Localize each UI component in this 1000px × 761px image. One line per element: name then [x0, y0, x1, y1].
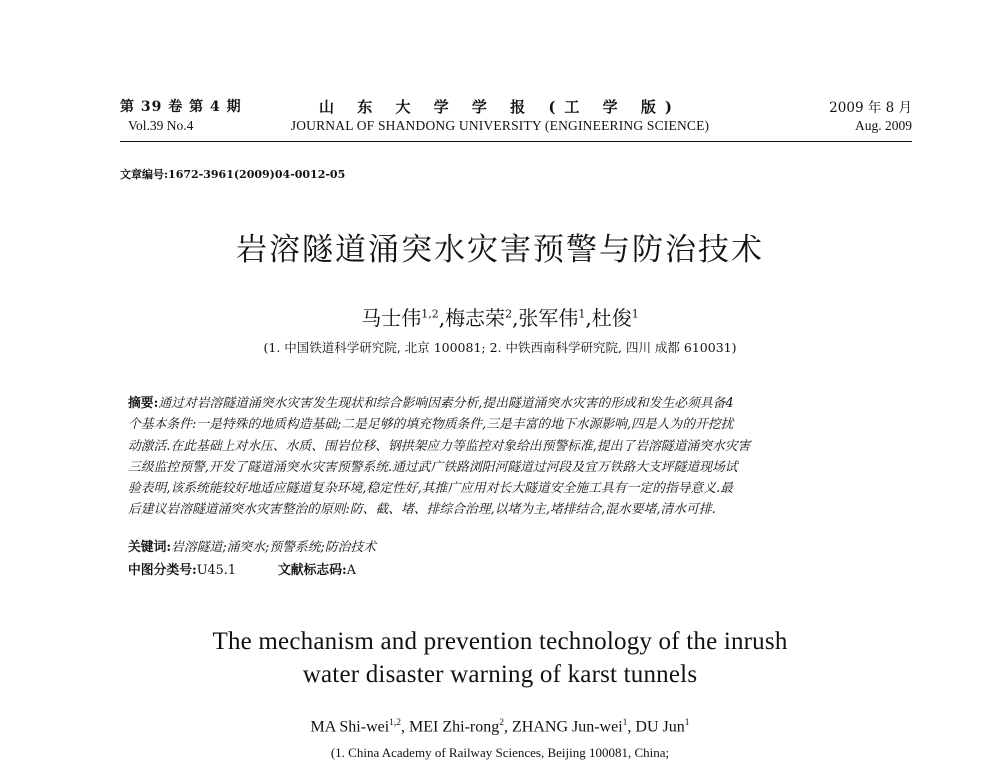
classification-line	[128, 559, 356, 578]
abstract-label: 摘要:	[128, 396, 159, 411]
author-affil-sup: 1,2	[389, 718, 402, 728]
author-affil-sup: 1	[631, 307, 639, 321]
clc-value: U45.1	[196, 563, 236, 578]
author-separator: ,	[512, 306, 519, 330]
author-cn: 马士伟	[361, 306, 422, 330]
volume-issue-cn: 第 39 卷 第 4 期	[120, 99, 242, 115]
doc-code-value: A	[346, 563, 356, 578]
author-en: ZHANG Jun-wei	[512, 718, 623, 736]
doc-code-label: 文献标志码:	[278, 563, 347, 578]
affiliation-en: (1. China Academy of Railway Sciences, Beijing 100081, China;	[330, 745, 670, 760]
affiliation-cn: (1. 中国铁道科学研究院, 北京 100081; 2. 中铁西南科学研究院, 四川 成都 610031)	[263, 340, 737, 355]
keywords-cn	[128, 536, 376, 555]
author-cn: 梅志荣	[445, 306, 506, 330]
journal-name-cn: 山 东 大 学 学 报 (工 学 版)	[319, 98, 681, 116]
article-number: 文章编号:1672-3961(2009)04-0012-05	[120, 168, 346, 181]
authors-en	[0, 718, 1000, 736]
paper-title-en-line2: water disaster warning of karst tunnels	[302, 661, 698, 688]
header-rule	[120, 141, 912, 142]
author-en: DU Jun	[635, 718, 685, 736]
volume-issue-en: Vol.39 No.4	[128, 118, 194, 133]
keywords-label: 关键词:	[128, 540, 172, 555]
keywords-text: 岩溶隧道;涌突水;预警系统;防治技术	[171, 540, 377, 555]
abstract-line: 后建议岩溶隧道涌突水灾害整治的原则:防、截、堵、排综合治理,以堵为主,堵排结合,混水要堵,清水可排.	[128, 502, 716, 518]
author-affil-sup: 1,2	[421, 307, 439, 321]
abstract-line: 动激活.在此基础上对水压、水质、围岩位移、钢拱架应力等监控对象给出预警标准,提出了岩溶隧道涌突水灾害	[128, 438, 751, 454]
author-separator: ,	[438, 306, 446, 330]
author-affil-sup: 1	[684, 718, 690, 728]
author-affil-sup: 2	[499, 718, 504, 728]
paper-title-cn: 岩溶隧道涌突水灾害预警与防治技术	[236, 232, 764, 268]
date-en: Aug. 2009	[855, 118, 912, 133]
author-affil-sup: 1	[578, 307, 586, 321]
abstract-cn	[128, 393, 880, 521]
abstract-line: 三级监控预警,开发了隧道涌突水灾害预警系统.通过武广铁路浏阳河隧道过河段及宜万铁路大支坪隧道现场试	[128, 459, 738, 475]
authors-cn	[0, 302, 1000, 331]
author-cn: 张军伟	[518, 306, 579, 330]
author-cn: 杜俊	[591, 306, 632, 330]
abstract-line: 验表明,该系统能较好地适应隧道复杂环境,稳定性好,其推广应用对长大隧道安全施工具有一定的指导意义.最	[128, 481, 733, 497]
abstract-line: 摘要:通过对岩溶隧道涌突水灾害发生现状和综合影响因素分析,提出隧道涌突水灾害的形成和发生必须具备4	[128, 396, 734, 411]
author-separator: ,	[504, 718, 512, 736]
abstract-line: 个基本条件:一是特殊的地质构造基础;二是足够的填充物质条件,三是丰富的地下水源影响,四是人为的开挖扰	[128, 417, 734, 433]
date-cn: 2009 年 8 月	[829, 100, 912, 116]
author-en: MA Shi-wei	[310, 718, 390, 736]
author-affil-sup: 1	[622, 718, 628, 728]
clc-label: 中图分类号:	[128, 563, 197, 578]
author-separator: ,	[585, 306, 592, 330]
paper-title-en-line1: The mechanism and prevention technology of the inrush	[212, 628, 788, 655]
journal-name-en: JOURNAL OF SHANDONG UNIVERSITY (ENGINEERING SCIENCE)	[290, 118, 710, 133]
author-affil-sup: 2	[505, 307, 513, 321]
author-en: MEI Zhi-rong	[409, 718, 500, 736]
author-separator: ,	[401, 718, 410, 736]
author-separator: ,	[627, 718, 636, 736]
